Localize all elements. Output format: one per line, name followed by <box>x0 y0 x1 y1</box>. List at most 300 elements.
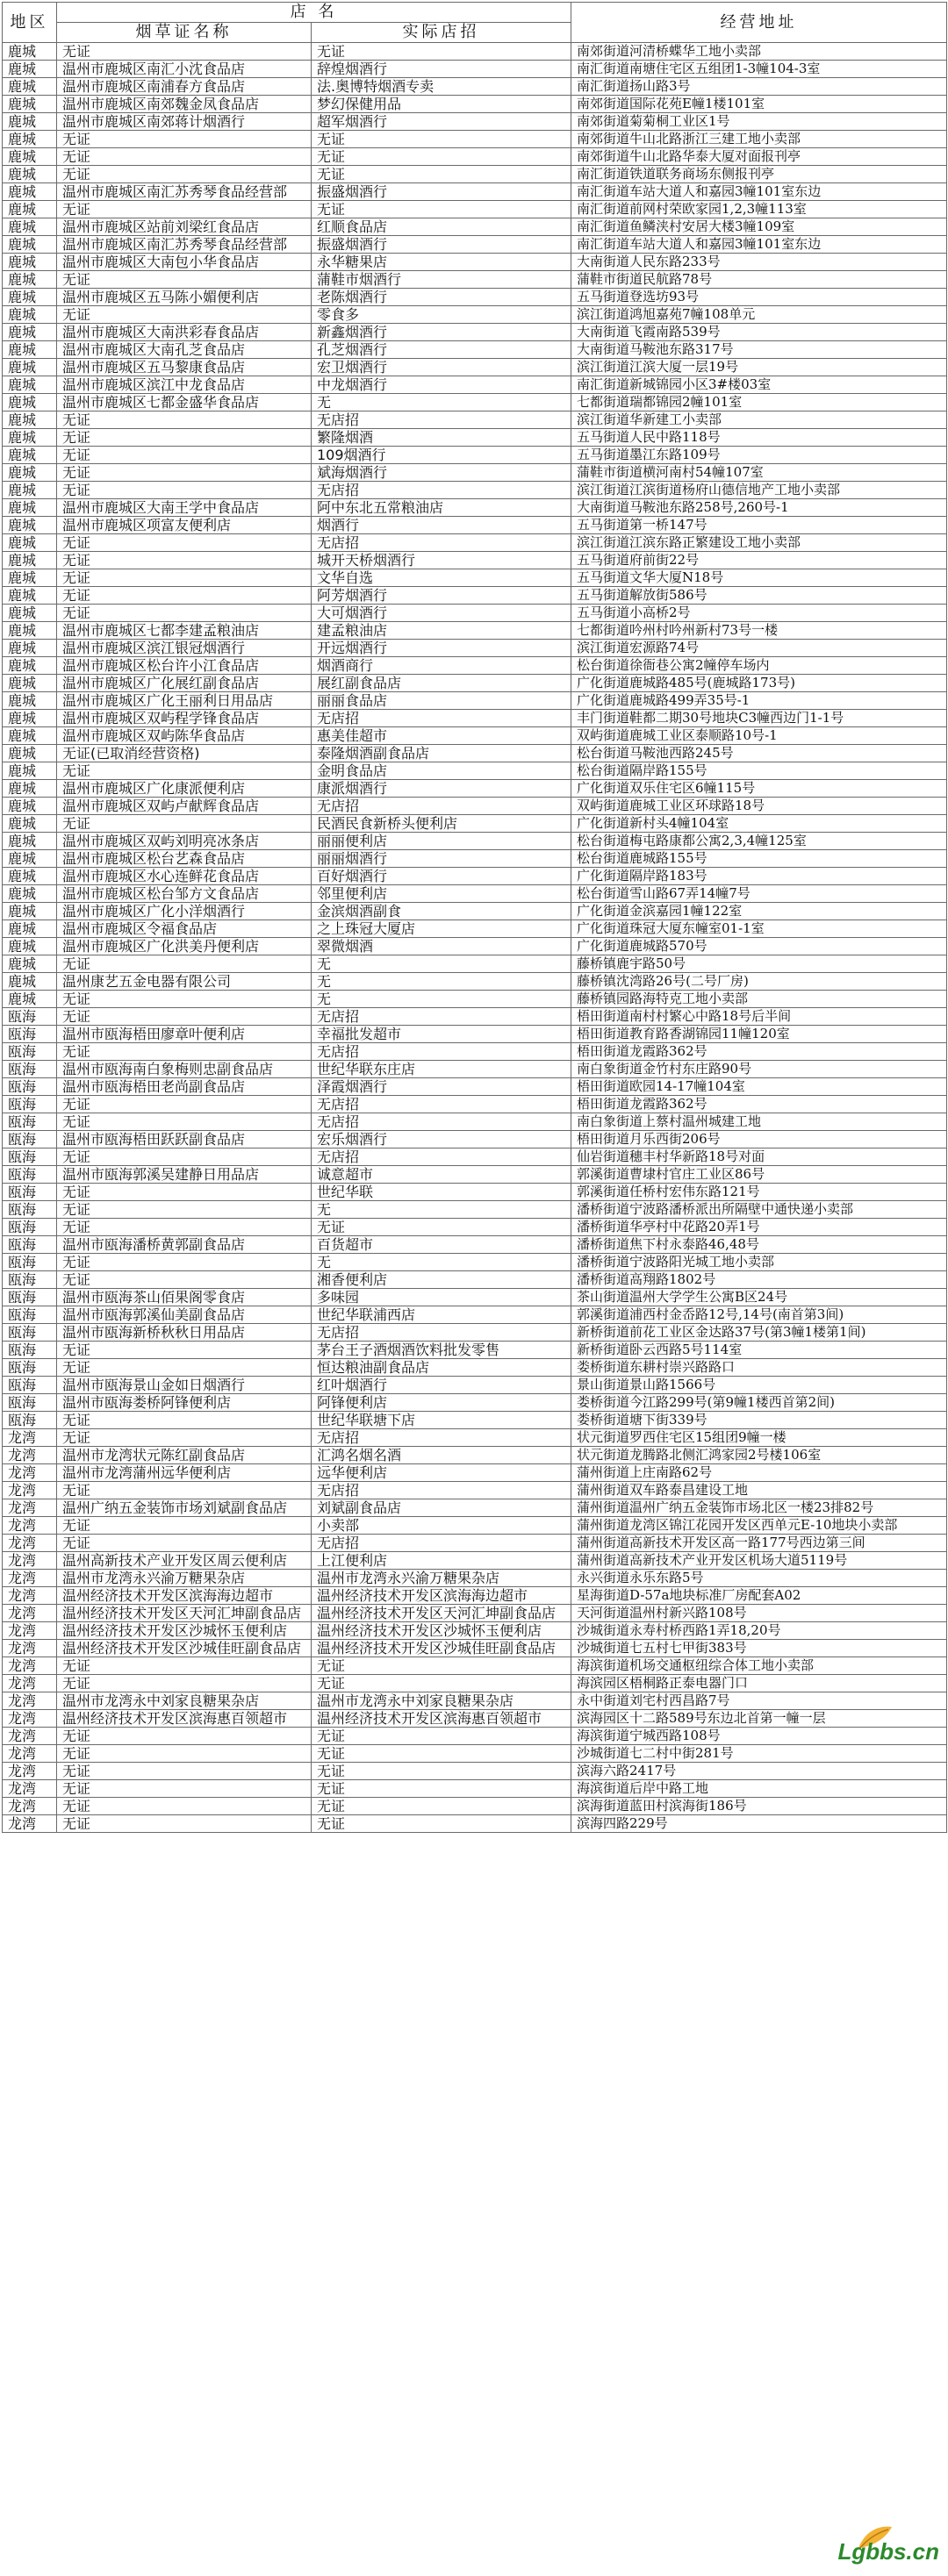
cell-address: 广化街道金滨嘉园1幢122室 <box>571 903 947 920</box>
cell-address: 南郊街道国际花苑E幢1楼101室 <box>571 96 947 113</box>
cell-license-name: 无证 <box>57 271 312 289</box>
cell-region: 瓯海 <box>3 1061 57 1078</box>
table-row <box>3 96 947 113</box>
cell-region: 瓯海 <box>3 1377 57 1394</box>
table-row <box>3 850 947 868</box>
cell-actual-sign: 文华自选 <box>312 569 571 587</box>
cell-region: 瓯海 <box>3 1113 57 1131</box>
table-row <box>3 657 947 675</box>
cell-region: 鹿城 <box>3 43 57 61</box>
cell-license-name: 温州市瓯海潘桥黄郭副食品店 <box>57 1236 312 1254</box>
cell-address: 潘桥街道宁波路潘桥派出所隔壁中通快递小卖部 <box>571 1201 947 1219</box>
cell-license-name: 温州市鹿城区滨江中龙食品店 <box>57 376 312 394</box>
table-body <box>3 43 947 1833</box>
table-row <box>3 903 947 920</box>
cell-actual-sign: 红顺食品店 <box>312 218 571 236</box>
cell-license-name: 温州市瓯海郭溪仙美副食品店 <box>57 1306 312 1324</box>
cell-address: 天河街道温州村新兴路108号 <box>571 1605 947 1622</box>
cell-actual-sign: 无店招 <box>312 1482 571 1499</box>
cell-region: 瓯海 <box>3 1236 57 1254</box>
store-list-table <box>2 2 947 1833</box>
cell-address: 滨江街道鸿旭嘉苑7幢108单元 <box>571 306 947 324</box>
table-row <box>3 815 947 833</box>
cell-address: 南白象街道上蔡村温州城建工地 <box>571 1113 947 1131</box>
cell-region: 龙湾 <box>3 1570 57 1587</box>
cell-license-name: 无证 <box>57 1113 312 1131</box>
cell-actual-sign: 无证 <box>312 1763 571 1780</box>
cell-actual-sign: 无店招 <box>312 1043 571 1061</box>
cell-region: 龙湾 <box>3 1587 57 1605</box>
table-row <box>3 605 947 622</box>
table-row <box>3 1815 947 1833</box>
cell-region: 瓯海 <box>3 1148 57 1166</box>
cell-address: 滨江街道江滨街道杨府山德信地产工地小卖部 <box>571 482 947 499</box>
table-row <box>3 306 947 324</box>
cell-actual-sign: 诚意超市 <box>312 1166 571 1184</box>
cell-region: 瓯海 <box>3 1394 57 1412</box>
cell-license-name: 无证 <box>57 1271 312 1289</box>
table-row <box>3 1552 947 1570</box>
table-row <box>3 1535 947 1552</box>
table-row <box>3 1324 947 1342</box>
cell-license-name: 无证 <box>57 1412 312 1429</box>
cell-address: 滨江街道宏源路74号 <box>571 640 947 657</box>
cell-address: 沙城街道永寿村桥西路1弄18,20号 <box>571 1622 947 1640</box>
cell-license-name: 无证 <box>57 815 312 833</box>
cell-region: 鹿城 <box>3 78 57 96</box>
cell-license-name: 温州市鹿城区令福食品店 <box>57 920 312 938</box>
cell-address: 南汇街道铁道联务商场东侧报刊亭 <box>571 166 947 183</box>
cell-region: 瓯海 <box>3 1306 57 1324</box>
cell-license-name: 无证 <box>57 1148 312 1166</box>
cell-region: 龙湾 <box>3 1745 57 1763</box>
cell-region: 鹿城 <box>3 727 57 745</box>
cell-actual-sign: 无店招 <box>312 534 571 552</box>
table-row <box>3 1026 947 1043</box>
cell-actual-sign: 温州经济技术开发区天河汇坤副食品店 <box>312 1605 571 1622</box>
cell-address: 新桥街道卧云西路5号114室 <box>571 1342 947 1359</box>
cell-license-name: 无证 <box>57 605 312 622</box>
cell-license-name: 温州市鹿城区五马黎康食品店 <box>57 359 312 376</box>
header-region: 地区 <box>3 3 57 43</box>
cell-address: 娄桥街道东耕村崇兴路路口 <box>571 1359 947 1377</box>
table-row <box>3 1236 947 1254</box>
cell-license-name: 温州市鹿城区广化小洋烟酒行 <box>57 903 312 920</box>
table-row <box>3 499 947 517</box>
cell-license-name: 无证 <box>57 1780 312 1798</box>
cell-license-name: 无证 <box>57 131 312 148</box>
table-row <box>3 1570 947 1587</box>
cell-actual-sign: 汇鸿名烟名酒 <box>312 1447 571 1464</box>
table-row <box>3 482 947 499</box>
cell-actual-sign: 法.奥博特烟酒专卖 <box>312 78 571 96</box>
cell-license-name: 温州市龙湾永兴渝万糖果杂店 <box>57 1570 312 1587</box>
cell-region: 瓯海 <box>3 1289 57 1306</box>
cell-address: 藤桥镇鹿宇路50号 <box>571 955 947 973</box>
table-row <box>3 991 947 1008</box>
cell-address: 永中街道刘宅村西昌路7号 <box>571 1692 947 1710</box>
cell-region: 瓯海 <box>3 1412 57 1429</box>
header-license-name: 烟草证名称 <box>57 23 312 43</box>
cell-region: 鹿城 <box>3 464 57 482</box>
cell-actual-sign: 无 <box>312 1201 571 1219</box>
cell-license-name: 无证 <box>57 1096 312 1113</box>
cell-actual-sign: 世纪华联塘下店 <box>312 1412 571 1429</box>
cell-actual-sign: 无证 <box>312 1815 571 1833</box>
cell-license-name: 无证 <box>57 955 312 973</box>
cell-region: 鹿城 <box>3 815 57 833</box>
cell-actual-sign: 上江便利店 <box>312 1552 571 1570</box>
cell-region: 鹿城 <box>3 61 57 78</box>
table-header <box>3 3 947 43</box>
cell-license-name: 温州市鹿城区广化洪美丹便利店 <box>57 938 312 955</box>
cell-address: 蒲州街道温州广纳五金装饰市场北区一楼23排82号 <box>571 1499 947 1517</box>
table-row <box>3 148 947 166</box>
cell-actual-sign: 109烟酒行 <box>312 447 571 464</box>
cell-license-name: 温州市鹿城区水心连鲜花食品店 <box>57 868 312 885</box>
cell-address: 梧田街道南村村繁心中路18号后半间 <box>571 1008 947 1026</box>
cell-region: 瓯海 <box>3 1324 57 1342</box>
cell-address: 七都街道瑞都锦园2幢101室 <box>571 394 947 411</box>
cell-actual-sign: 金明食品店 <box>312 762 571 780</box>
cell-license-name: 无证 <box>57 1219 312 1236</box>
cell-license-name: 温州市瓯海茶山佰果阁零食店 <box>57 1289 312 1306</box>
cell-address: 梧田街道龙霞路362号 <box>571 1096 947 1113</box>
cell-region: 瓯海 <box>3 1342 57 1359</box>
cell-region: 鹿城 <box>3 394 57 411</box>
cell-address: 五马街道人民中路118号 <box>571 429 947 447</box>
table-row <box>3 534 947 552</box>
cell-actual-sign: 零食多 <box>312 306 571 324</box>
cell-address: 五马街道解放街586号 <box>571 587 947 605</box>
cell-actual-sign: 无店招 <box>312 1113 571 1131</box>
cell-region: 鹿城 <box>3 447 57 464</box>
cell-address: 松台街道梅屯路康都公寓2,3,4幢125室 <box>571 833 947 850</box>
table-row <box>3 1763 947 1780</box>
cell-license-name: 温州经济技术开发区天河汇坤副食品店 <box>57 1605 312 1622</box>
cell-license-name: 无证 <box>57 482 312 499</box>
cell-region: 鹿城 <box>3 254 57 271</box>
cell-region: 鹿城 <box>3 218 57 236</box>
cell-license-name: 温州市鹿城区松台邹方文食品店 <box>57 885 312 903</box>
table-row <box>3 376 947 394</box>
cell-license-name: 无证 <box>57 534 312 552</box>
cell-actual-sign: 永华糖果店 <box>312 254 571 271</box>
cell-address: 南汇街道车站大道人和嘉园3幢101室东边 <box>571 236 947 254</box>
cell-region: 鹿城 <box>3 798 57 815</box>
table-row <box>3 517 947 534</box>
cell-license-name: 温州市鹿城区广化康派便利店 <box>57 780 312 798</box>
cell-license-name: 温州市瓯海梧田老尚副食品店 <box>57 1078 312 1096</box>
cell-license-name: 温州市鹿城区南汇苏秀琴食品经营部 <box>57 183 312 201</box>
table-row <box>3 1517 947 1535</box>
cell-address: 滨海街道蓝田村滨海街186号 <box>571 1798 947 1815</box>
cell-actual-sign: 恒达粮油副食品店 <box>312 1359 571 1377</box>
cell-license-name: 无证 <box>57 1763 312 1780</box>
cell-region: 鹿城 <box>3 482 57 499</box>
cell-address: 松台街道鹿城路155号 <box>571 850 947 868</box>
cell-actual-sign: 阿锋便利店 <box>312 1394 571 1412</box>
table-row <box>3 762 947 780</box>
cell-region: 鹿城 <box>3 569 57 587</box>
cell-address: 沙城街道七五村七甲街383号 <box>571 1640 947 1657</box>
cell-license-name: 温州市鹿城区广化展红副食品店 <box>57 675 312 692</box>
cell-region: 鹿城 <box>3 359 57 376</box>
cell-license-name: 温州市鹿城区南汇小沈食品店 <box>57 61 312 78</box>
cell-region: 龙湾 <box>3 1798 57 1815</box>
cell-license-name: 无证 <box>57 1254 312 1271</box>
cell-region: 鹿城 <box>3 534 57 552</box>
cell-region: 瓯海 <box>3 1166 57 1184</box>
cell-actual-sign: 新鑫烟酒行 <box>312 324 571 341</box>
cell-region: 鹿城 <box>3 692 57 710</box>
cell-license-name: 温州市瓯海梧田跃跃副食品店 <box>57 1131 312 1148</box>
cell-license-name: 温州高新技术产业开发区周云便利店 <box>57 1552 312 1570</box>
table-row <box>3 1640 947 1657</box>
table-row <box>3 359 947 376</box>
cell-address: 滨江街道江滨东路正繁建设工地小卖部 <box>571 534 947 552</box>
cell-actual-sign: 翠微烟酒 <box>312 938 571 955</box>
cell-actual-sign: 康派烟酒行 <box>312 780 571 798</box>
table-row <box>3 938 947 955</box>
cell-region: 鹿城 <box>3 745 57 762</box>
cell-address: 五马街道文华大厦N18号 <box>571 569 947 587</box>
cell-actual-sign: 无店招 <box>312 1324 571 1342</box>
cell-address: 星海街道D-57a地块标准厂房配套A02 <box>571 1587 947 1605</box>
cell-region: 鹿城 <box>3 324 57 341</box>
cell-address: 梧田街道教育路香湖锦园11幢120室 <box>571 1026 947 1043</box>
cell-address: 梧田街道龙霞路362号 <box>571 1043 947 1061</box>
cell-region: 龙湾 <box>3 1552 57 1570</box>
table-row <box>3 1429 947 1447</box>
cell-address: 五马街道墨江东路109号 <box>571 447 947 464</box>
cell-address: 滨江街道江滨大厦一层19号 <box>571 359 947 376</box>
cell-region: 瓯海 <box>3 1219 57 1236</box>
cell-region: 瓯海 <box>3 1131 57 1148</box>
cell-license-name: 无证 <box>57 1728 312 1745</box>
cell-actual-sign: 梦幻保健用品 <box>312 96 571 113</box>
cell-address: 南汇街道新城锦园小区3#楼03室 <box>571 376 947 394</box>
cell-license-name: 温州市鹿城区双屿卢献辉食品店 <box>57 798 312 815</box>
cell-region: 鹿城 <box>3 605 57 622</box>
table-row <box>3 640 947 657</box>
cell-address: 广化街道隔岸路183号 <box>571 868 947 885</box>
cell-region: 龙湾 <box>3 1499 57 1517</box>
cell-address: 五马街道府前街22号 <box>571 552 947 569</box>
cell-region: 鹿城 <box>3 675 57 692</box>
cell-region: 龙湾 <box>3 1692 57 1710</box>
cell-license-name: 温州市鹿城区五马陈小媚便利店 <box>57 289 312 306</box>
cell-region: 鹿城 <box>3 341 57 359</box>
table-row <box>3 710 947 727</box>
cell-actual-sign: 老陈烟酒行 <box>312 289 571 306</box>
cell-actual-sign: 无店招 <box>312 710 571 727</box>
cell-address: 郭溪街道浦西村金岙路12号,14号(南首第3间) <box>571 1306 947 1324</box>
table-row <box>3 1394 947 1412</box>
site-watermark <box>834 2522 939 2569</box>
cell-license-name: 无证 <box>57 1184 312 1201</box>
cell-license-name: 无证 <box>57 1798 312 1815</box>
table-row <box>3 1166 947 1184</box>
cell-region: 瓯海 <box>3 1026 57 1043</box>
table-row <box>3 1078 947 1096</box>
cell-address: 沙城街道七二村中街281号 <box>571 1745 947 1763</box>
cell-address: 五马街道小高桥2号 <box>571 605 947 622</box>
table-row <box>3 569 947 587</box>
cell-actual-sign: 烟酒商行 <box>312 657 571 675</box>
cell-license-name: 无证 <box>57 1008 312 1026</box>
cell-address: 海滨街道机场交通枢纽综合体工地小卖部 <box>571 1657 947 1675</box>
cell-region: 鹿城 <box>3 201 57 218</box>
table-row <box>3 254 947 271</box>
cell-region: 龙湾 <box>3 1482 57 1499</box>
cell-license-name: 无证 <box>57 1517 312 1535</box>
cell-license-name: 无证 <box>57 1482 312 1499</box>
cell-address: 滨海六路2417号 <box>571 1763 947 1780</box>
cell-actual-sign: 温州经济技术开发区滨海海边超市 <box>312 1587 571 1605</box>
cell-license-name: 温州市鹿城区大南孔芝食品店 <box>57 341 312 359</box>
cell-actual-sign: 无证 <box>312 148 571 166</box>
cell-license-name: 无证 <box>57 1745 312 1763</box>
table-row <box>3 1289 947 1306</box>
table-row <box>3 833 947 850</box>
table-row <box>3 324 947 341</box>
cell-actual-sign: 无证 <box>312 1219 571 1236</box>
table-row <box>3 1780 947 1798</box>
table-row <box>3 1131 947 1148</box>
cell-address: 蒲鞋市街道民航路78号 <box>571 271 947 289</box>
cell-region: 鹿城 <box>3 271 57 289</box>
table-row <box>3 271 947 289</box>
cell-license-name: 无证 <box>57 552 312 569</box>
cell-actual-sign: 丽丽烟酒行 <box>312 850 571 868</box>
cell-license-name: 温州市瓯海梧田廖章叶便利店 <box>57 1026 312 1043</box>
cell-address: 双屿街道鹿城工业区环球路18号 <box>571 798 947 815</box>
cell-license-name: 无证 <box>57 991 312 1008</box>
cell-address: 五马街道登选坊93号 <box>571 289 947 306</box>
header-address: 经营地址 <box>571 3 947 43</box>
cell-region: 龙湾 <box>3 1605 57 1622</box>
cell-actual-sign: 无 <box>312 991 571 1008</box>
cell-license-name: 温州市龙湾状元陈红副食品店 <box>57 1447 312 1464</box>
cell-address: 新桥街道前花工业区金达路37号(第3幢1楼第1间) <box>571 1324 947 1342</box>
cell-license-name: 无证 <box>57 1815 312 1833</box>
cell-actual-sign: 无店招 <box>312 1429 571 1447</box>
cell-actual-sign: 邻里便利店 <box>312 885 571 903</box>
cell-license-name: 温州市鹿城区七都金盛华食品店 <box>57 394 312 411</box>
cell-actual-sign: 世纪华联东庄店 <box>312 1061 571 1078</box>
cell-actual-sign: 无店招 <box>312 1148 571 1166</box>
cell-address: 大南街道飞霞南路539号 <box>571 324 947 341</box>
cell-region: 鹿城 <box>3 552 57 569</box>
table-row <box>3 1798 947 1815</box>
cell-region: 瓯海 <box>3 1359 57 1377</box>
table-row <box>3 727 947 745</box>
cell-region: 龙湾 <box>3 1728 57 1745</box>
cell-region: 鹿城 <box>3 96 57 113</box>
table-row <box>3 1412 947 1429</box>
cell-license-name: 温州康艺五金电器有限公司 <box>57 973 312 991</box>
cell-actual-sign: 大可烟酒行 <box>312 605 571 622</box>
cell-region: 瓯海 <box>3 1201 57 1219</box>
cell-region: 鹿城 <box>3 148 57 166</box>
table-row <box>3 411 947 429</box>
table-row <box>3 692 947 710</box>
cell-actual-sign: 红叶烟酒行 <box>312 1377 571 1394</box>
cell-license-name: 温州市鹿城区七都李建孟粮油店 <box>57 622 312 640</box>
cell-license-name: 温州市鹿城区大南洪彩春食品店 <box>57 324 312 341</box>
cell-actual-sign: 无证 <box>312 201 571 218</box>
cell-actual-sign: 无 <box>312 955 571 973</box>
cell-region: 鹿城 <box>3 236 57 254</box>
table-row <box>3 1675 947 1692</box>
table-row <box>3 552 947 569</box>
cell-actual-sign: 无店招 <box>312 1096 571 1113</box>
cell-license-name: 温州市鹿城区双屿陈华食品店 <box>57 727 312 745</box>
table-row <box>3 1605 947 1622</box>
cell-region: 瓯海 <box>3 1271 57 1289</box>
cell-region: 鹿城 <box>3 991 57 1008</box>
cell-license-name: 温州经济技术开发区沙城怀玉便利店 <box>57 1622 312 1640</box>
cell-address: 广化街道鹿城路570号 <box>571 938 947 955</box>
cell-actual-sign: 温州经济技术开发区沙城怀玉便利店 <box>312 1622 571 1640</box>
cell-license-name: 温州市鹿城区大南王学中食品店 <box>57 499 312 517</box>
cell-address: 景山街道景山路1566号 <box>571 1377 947 1394</box>
table-row <box>3 1201 947 1219</box>
table-row <box>3 798 947 815</box>
cell-license-name: 温州市鹿城区南郊魏金凤食品店 <box>57 96 312 113</box>
cell-actual-sign: 无证 <box>312 1657 571 1675</box>
cell-region: 鹿城 <box>3 640 57 657</box>
cell-region: 瓯海 <box>3 1078 57 1096</box>
watermark-text: Lgbbs.cn <box>837 2538 939 2565</box>
table-row <box>3 447 947 464</box>
table-row <box>3 131 947 148</box>
cell-region: 龙湾 <box>3 1622 57 1640</box>
cell-address: 广化街道双乐住宅区6幢115号 <box>571 780 947 798</box>
cell-region: 瓯海 <box>3 1008 57 1026</box>
cell-license-name: 无证(已取消经营资格) <box>57 745 312 762</box>
cell-address: 南汇街道前网村荣欧家园1,2,3幢113室 <box>571 201 947 218</box>
cell-region: 瓯海 <box>3 1043 57 1061</box>
cell-address: 南郊街道菊菊桐工业区1号 <box>571 113 947 131</box>
table-row <box>3 1587 947 1605</box>
table-row <box>3 1728 947 1745</box>
cell-region: 瓯海 <box>3 1096 57 1113</box>
cell-region: 鹿城 <box>3 183 57 201</box>
table-row <box>3 1219 947 1236</box>
cell-region: 龙湾 <box>3 1640 57 1657</box>
cell-region: 鹿城 <box>3 868 57 885</box>
cell-license-name: 温州广纳五金装饰市场刘斌副食品店 <box>57 1499 312 1517</box>
cell-actual-sign: 超军烟酒行 <box>312 113 571 131</box>
cell-region: 龙湾 <box>3 1464 57 1482</box>
table-row <box>3 587 947 605</box>
cell-region: 鹿城 <box>3 587 57 605</box>
table-row <box>3 218 947 236</box>
cell-actual-sign: 刘斌副食品店 <box>312 1499 571 1517</box>
table-row <box>3 289 947 306</box>
cell-license-name: 无证 <box>57 306 312 324</box>
cell-region: 鹿城 <box>3 885 57 903</box>
cell-region: 鹿城 <box>3 113 57 131</box>
cell-region: 鹿城 <box>3 517 57 534</box>
cell-license-name: 无证 <box>57 43 312 61</box>
table-row <box>3 1271 947 1289</box>
cell-actual-sign: 无店招 <box>312 798 571 815</box>
cell-address: 梧田街道月乐西街206号 <box>571 1131 947 1148</box>
table-row <box>3 61 947 78</box>
